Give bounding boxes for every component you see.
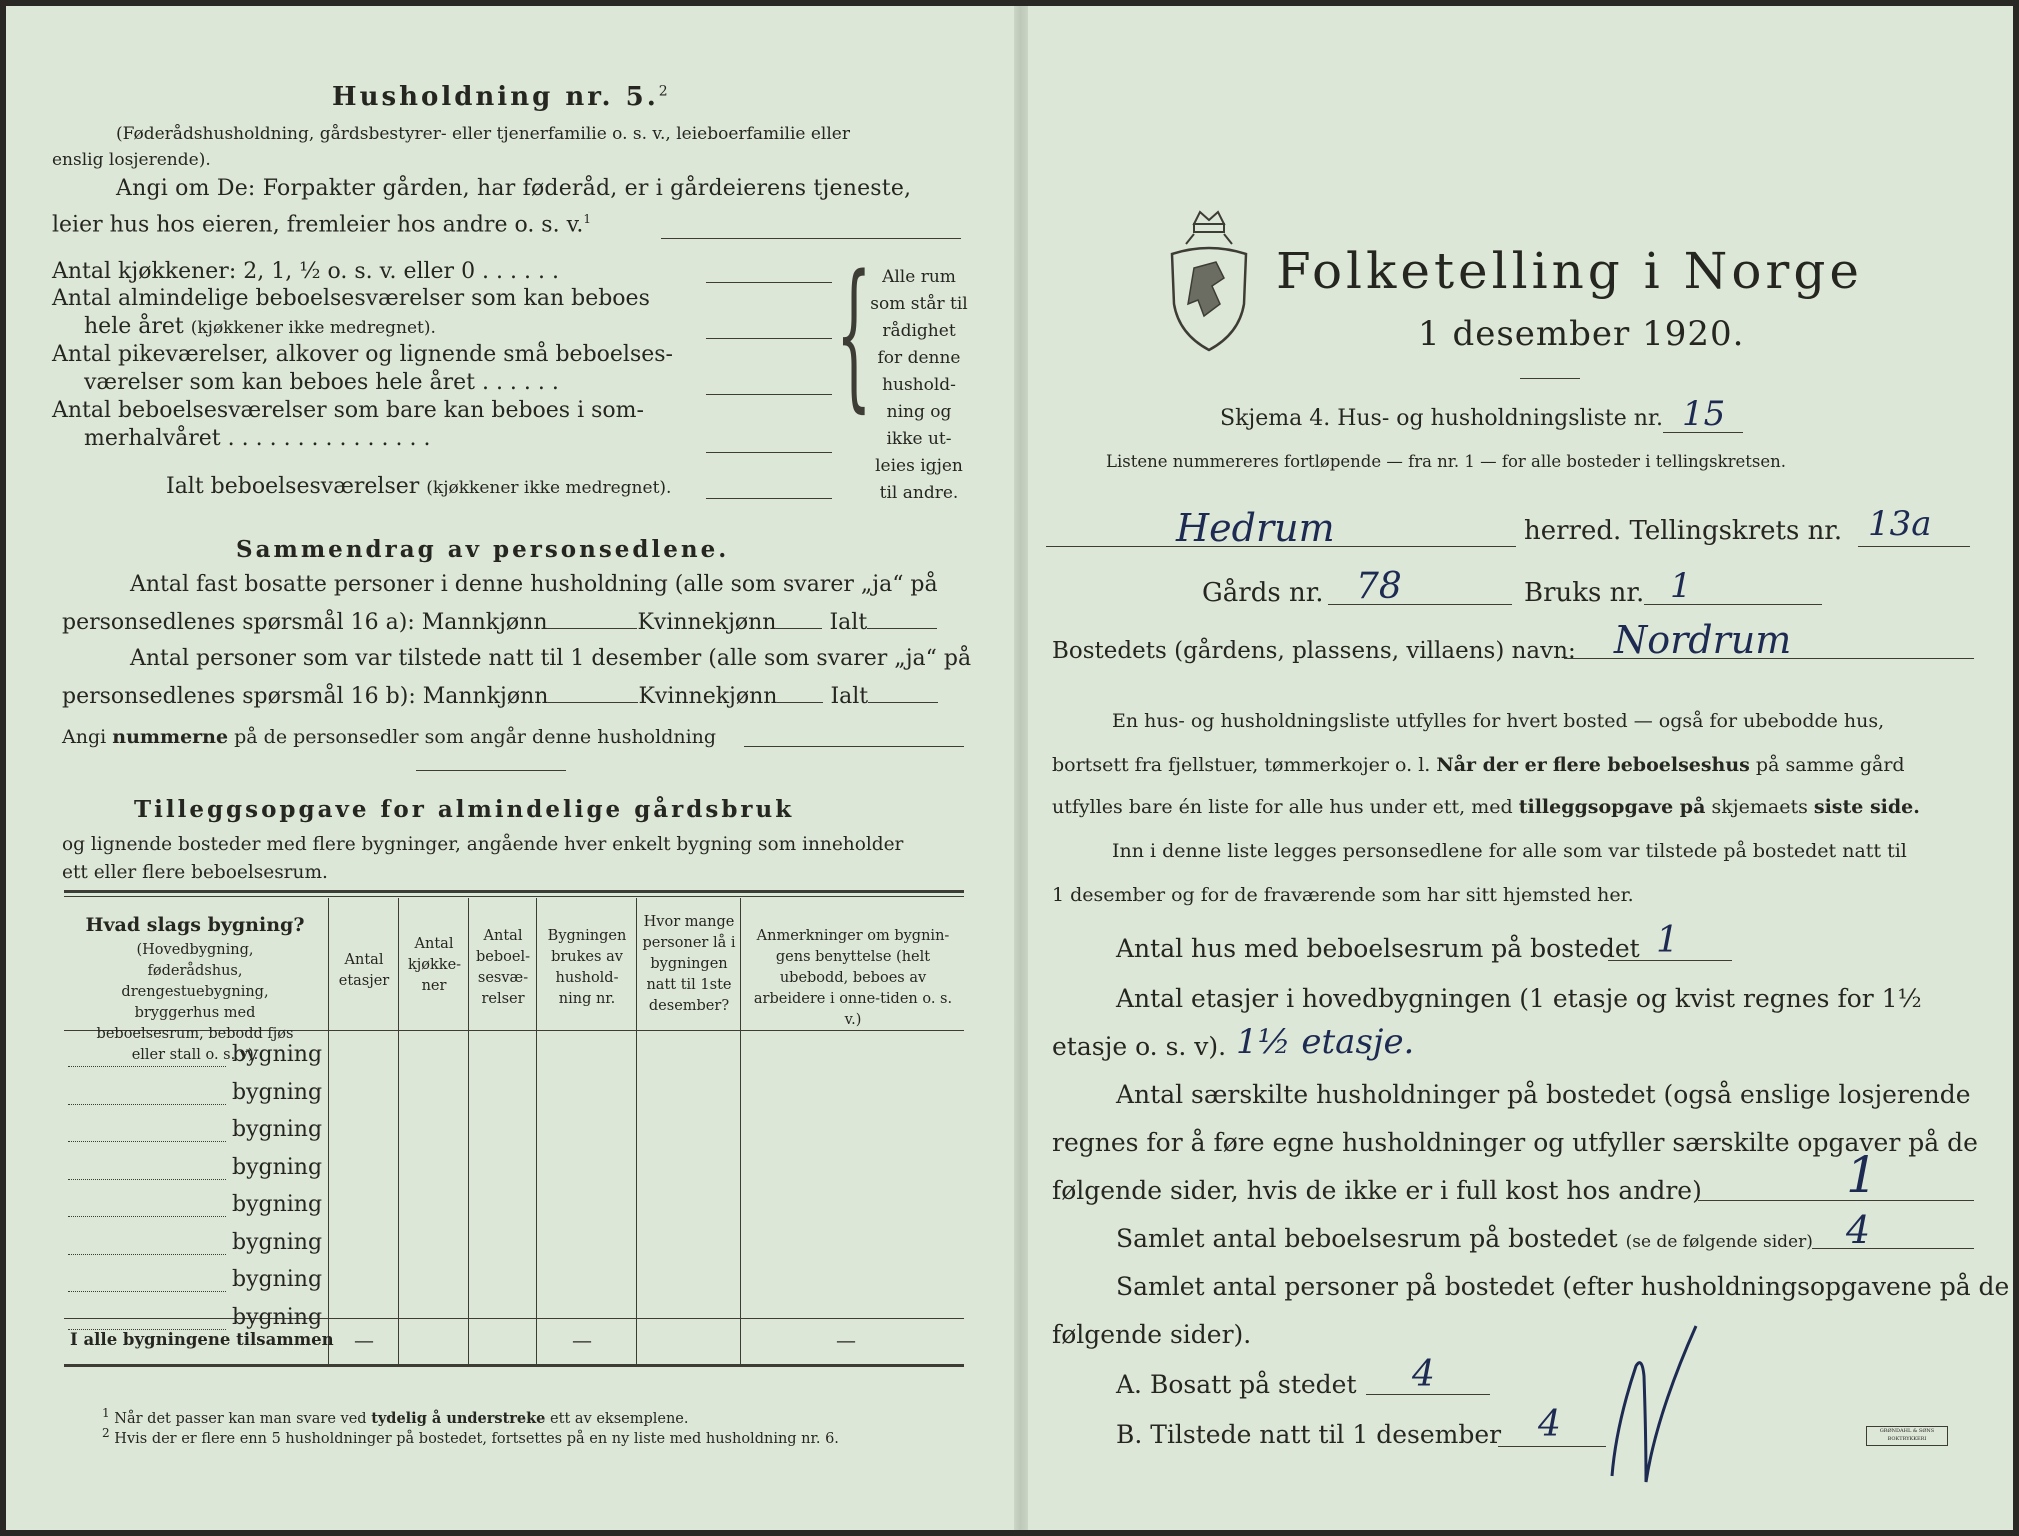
col-floors-header: Antal etasjer: [338, 952, 390, 990]
side-note: Alle rum som står til rådighet for denne hushold- ning og ikke ut- leies igjen til andre.: [870, 267, 968, 503]
bosted-value: Nordrum: [1614, 618, 1792, 662]
herred-value: Hedrum: [1176, 506, 1335, 550]
table-row: [64, 1113, 964, 1151]
supplement-table: [64, 890, 964, 1382]
total-row-label: I alle bygningene tilsammen: [70, 1330, 334, 1349]
table-top-rule-2: [64, 896, 964, 897]
household-intro-2: enslig losjerende).: [52, 150, 211, 170]
tenure-question-1: Angi om De: Forpakter gården, har føderåd, er i gårdeierens tjeneste,: [116, 176, 912, 201]
census-title: Folketelling i Norge: [1276, 242, 1863, 300]
rooms-value: 4: [1846, 1208, 1871, 1252]
maid-rooms-label-2: værelser som kan beboes hele året . . . . . .: [84, 370, 559, 395]
tick-mark-icon: [1606, 1286, 1746, 1496]
household-title: Husholdning nr. 5.$^2$: [332, 82, 668, 112]
krets-value: 13a: [1868, 504, 1932, 544]
building-row-label: bygning: [232, 1079, 323, 1105]
resident-value: 4: [1412, 1354, 1435, 1395]
herred-label: herred. Tellingskrets nr.: [1524, 516, 1843, 546]
gards-label: Gårds nr.: [1202, 578, 1324, 608]
instructions-4: Inn i denne liste legges personsedlene for alle som var tilstede på bostedet natt til: [1112, 840, 1907, 862]
floors-label-2: etasje o. s. v).: [1052, 1032, 1227, 1061]
total-dash: —: [572, 1328, 592, 1352]
instructions-5: 1 desember og for de fraværende som har sitt hjemsted her.: [1052, 884, 1634, 906]
table-row: [64, 1188, 964, 1226]
building-row-label: bygning: [232, 1042, 323, 1067]
divider: [416, 770, 566, 771]
present-label: B. Tilstede natt til 1 desember: [1116, 1420, 1502, 1449]
present-line: [1498, 1446, 1606, 1447]
ordinary-rooms-answer-line: [706, 338, 832, 339]
summary-numbers-line: [744, 746, 964, 747]
kitchens-answer-line: [706, 282, 832, 283]
left-page: [6, 6, 1016, 1530]
present-value: 4: [1538, 1404, 1561, 1445]
building-row-label: bygning: [232, 1267, 323, 1292]
summary-line-2: personsedlenes spørsmål 16 a): Mannkjønn Kvinnekjønn Ialt: [62, 610, 937, 635]
ordinary-rooms-label-2: hele året (kjøkkener ikke medregnet).: [84, 314, 436, 339]
numbering-note: Listene nummereres fortløpende — fra nr. 1 — for alle bosteder i tellingskretsen.: [1106, 452, 1787, 471]
schema-value: 15: [1682, 394, 1726, 434]
coat-of-arms-icon: [1164, 204, 1254, 354]
total-rooms-answer-line: [706, 498, 832, 499]
col-persons-header: Hvor mange personer lå i bygningen natt til 1ste desember?: [642, 914, 736, 1015]
household-intro-1: (Føderådshusholdning, gårdsbestyrer- eller tjenerfamilie o. s. v., leieboerfamilie eller: [116, 124, 850, 144]
tenure-question-2: leier hus hos eieren, fremleier hos andre o. s. v.$^1$: [52, 212, 592, 238]
footnote-1: $^1$ Når det passer kan man svare ved tydelig å understreke ett av eksemplene.: [102, 1406, 689, 1427]
summary-line-1: Antal fast bosatte personer i denne husholdning (alle som svarer „ja“ på: [130, 572, 938, 597]
census-date: 1 desember 1920.: [1418, 314, 1745, 354]
kitchens-label: Antal kjøkkener: 2, 1, ½ o. s. v. eller 0 . . . . . .: [52, 259, 559, 284]
floors-label-1: Antal etasjer i hovedbygningen (1 etasje og kvist regnes for 1½: [1116, 984, 1922, 1013]
schema-label: Skjema 4. Hus- og husholdningsliste nr.: [1220, 406, 1663, 431]
tenure-answer-line: [661, 238, 961, 239]
instructions-3: utfylles bare én liste for alle hus under ett, med tilleggsopgave på skjemaets siste side.: [1052, 796, 1920, 818]
census-sheet: [6, 6, 2013, 1530]
table-row: [64, 1226, 964, 1264]
table-row: [64, 1076, 964, 1114]
supplement-heading: Tilleggsopgave for almindelige gårdsbruk: [134, 796, 795, 823]
maid-rooms-label-1: Antal pikeværelser, alkover og lignende små beboelses-: [52, 342, 673, 367]
summer-rooms-answer-line: [706, 452, 832, 453]
col-remarks-header: Anmerkninger om bygnin-gens benyttelse (helt ubebodd, beboes av arbeidere i onne-tiden o. s. v.): [753, 928, 953, 1029]
summary-line-4: personsedlenes spørsmål 16 b): Mannkjønn Kvinnekjønn Ialt: [62, 684, 938, 709]
summer-rooms-label-1: Antal beboelsesværelser som bare kan beboes i som-: [52, 398, 644, 423]
printer-stamp: GRØNDAHL & SØNS BOKTRYKKERI: [1866, 1426, 1948, 1446]
bruks-label: Bruks nr.: [1524, 578, 1645, 608]
col-kitchens-header: Antal kjøkke-ner: [408, 936, 462, 995]
resident-label: A. Bosatt på stedet: [1116, 1370, 1357, 1399]
total-rooms-label: Ialt beboelsesværelser (kjøkkener ikke medregnet).: [166, 474, 672, 499]
households-label-2: regnes for å føre egne husholdninger og utfyller særskilte opgaver på de: [1052, 1128, 1978, 1157]
maid-rooms-answer-line: [706, 394, 832, 395]
gards-value: 78: [1356, 566, 1402, 607]
houses-value: 1: [1656, 920, 1679, 961]
persons-label-1: Samlet antal personer på bostedet (efter husholdningsopgavene på de: [1116, 1272, 2010, 1301]
total-dash: —: [836, 1328, 856, 1352]
rooms-label: Samlet antal beboelsesrum på bostedet (se de følgende sider): [1116, 1224, 1813, 1253]
supplement-sub-2: ett eller flere beboelsesrum.: [62, 862, 328, 883]
building-row-label: bygning: [232, 1192, 323, 1217]
col-building-header: Hvad slags bygning? (Hovedbygning, føderådshus, drengestuebygning, bryggerhus med beboelsesrum, bebodd fjøs eller stall o. s. v).: [85, 914, 305, 1063]
building-row-label: bygning: [232, 1117, 323, 1142]
summary-line-3: Antal personer som var tilstede natt til 1 desember (alle som svarer „ja“ på: [130, 646, 972, 671]
bosted-label: Bostedets (gårdens, plassens, villaens) navn:: [1052, 638, 1576, 664]
bruks-value: 1: [1670, 566, 1692, 606]
summary-heading: Sammendrag av personsedlene.: [236, 536, 730, 563]
instructions-2: bortsett fra fjellstuer, tømmerkojer o. l. Når der er flere beboelseshus på samme gård: [1052, 754, 1905, 776]
building-rows: [64, 1038, 964, 1338]
table-row: [64, 1151, 964, 1189]
table-top-rule: [64, 890, 964, 893]
summer-rooms-label-2: merhalvåret . . . . . . . . . . . . . . .: [84, 426, 431, 451]
summary-numbers: Angi nummerne på de personsedler som angår denne husholdning: [62, 726, 717, 748]
households-label-1: Antal særskilte husholdninger på bostedet (også enslige losjerende: [1116, 1080, 1971, 1109]
persons-label-2: følgende sider).: [1052, 1320, 1252, 1349]
total-dash: —: [354, 1328, 374, 1352]
table-row: [64, 1038, 964, 1076]
table-bottom-rule: [64, 1364, 964, 1367]
floors-value: 1½ etasje.: [1236, 1022, 1415, 1062]
houses-label: Antal hus med beboelsesrum på bostedet: [1116, 934, 1640, 963]
building-row-label: bygning: [232, 1229, 323, 1255]
krets-line: [1858, 546, 1970, 547]
rooms-line: [1812, 1248, 1974, 1249]
ordinary-rooms-label-1: Antal almindelige beboelsesværelser som kan beboes: [52, 286, 650, 311]
brace: {: [836, 240, 872, 427]
instructions-1: En hus- og husholdningsliste utfylles for hvert bosted — også for ubebodde hus,: [1112, 710, 1885, 732]
building-row-label: bygning: [232, 1304, 323, 1330]
footnote-2: $^2$ Hvis der er flere enn 5 husholdninger på bostedet, fortsettes på en ny liste med husholdning nr. 6.: [102, 1426, 839, 1447]
building-row-label: bygning: [232, 1154, 323, 1180]
title-rule: [1520, 378, 1580, 379]
supplement-sub-1: og lignende bosteder med flere bygninger, angående hver enkelt bygning som inneholder: [62, 834, 904, 855]
households-label-3: følgende sider, hvis de ikke er i full kost hos andre): [1052, 1176, 1702, 1205]
col-rooms-header: Antal beboel-sesvæ-relser: [476, 928, 530, 1008]
households-line: [1698, 1200, 1974, 1201]
households-value: 1: [1846, 1146, 1878, 1204]
table-row: [64, 1263, 964, 1301]
col-use-header: Bygningen brukes av hushold-ning nr.: [547, 928, 627, 1008]
right-page: [1026, 6, 2013, 1530]
